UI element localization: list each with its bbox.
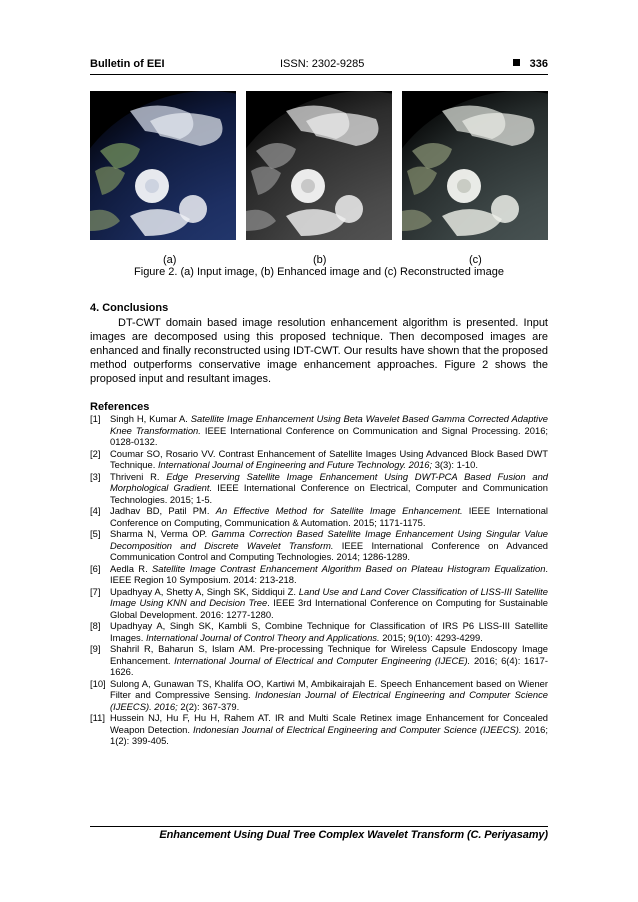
conclusions-text: DT-CWT domain based image resolution enhancement algorithm is presented. Input images are decomposed using this proposed technique. Then decomposed images are enhanced and finally reconstructed using IDT-CWT. Our results have shown that the proposed method outperforms conservative image enhancement approaches. Figure 2 shows the proposed input and resultant images. <box>90 317 548 385</box>
figure-label-a: (a) <box>163 254 177 266</box>
reference-number: [2] <box>90 447 101 459</box>
reference-number: [7] <box>90 585 101 597</box>
reference-authors: Coumar SO, Rosario VV. Contrast Enhancement of Satellite Images Using Advanced Block Based DWT Technique. <box>110 447 548 470</box>
reference-item <box>90 586 548 621</box>
reference-item <box>90 413 548 448</box>
reference-title: Indonesian Journal of Electrical Engineering and Computer Science (IJEECS). 2016; <box>110 689 548 712</box>
reference-item <box>90 528 548 563</box>
reference-number: [11] <box>90 712 105 723</box>
figure-panel-enhanced <box>246 91 392 240</box>
reference-details: IEEE International Conference on Electrical, Computer and Communication Technologies. 2015; 1-5. <box>110 482 548 505</box>
square-bullet-icon <box>513 59 520 66</box>
page-number-group <box>513 58 548 70</box>
references-list <box>90 413 548 747</box>
reference-title: An Effective Method for Satellite Image Enhancement. <box>215 505 463 516</box>
reference-title: Indonesian Journal of Electrical Engineering and Computer Science (IJEECS). <box>193 723 522 735</box>
reference-details: . IEEE 3rd International Conference on Computing for Sustainable Global Development. 2016: 1277-1280. <box>110 597 549 620</box>
reference-details: 2016; 6(4): 1617-1626. <box>110 654 549 677</box>
reference-title: Gamma Correction Based Satellite Image Enhancement Using Singular Value Decomposition and Discrete Wavelet Transform. <box>110 528 549 551</box>
reference-number: [1] <box>90 413 101 424</box>
reference-details: 3(3): 1-10. <box>432 459 478 470</box>
issn: ISSN: 2302-9285 <box>280 58 365 70</box>
reference-authors: Shahril R, Baharun S, Islam AM. Pre-processing Technique for Wireless Capsule Endoscopy Image Enhancement. <box>110 643 548 666</box>
reference-title: International Journal of Electrical and Computer Engineering (IJECE). <box>174 654 471 666</box>
reference-details: IEEE International Conference on Communication and Signal Processing. 2016; 0128-0132. <box>110 424 549 447</box>
reference-item <box>90 505 548 528</box>
page-number: 336 <box>529 58 548 70</box>
reference-item <box>90 678 548 713</box>
reference-title: International Journal of Engineering and Future Technology. 2016; <box>157 459 433 470</box>
reference-item <box>90 620 548 643</box>
satellite-image-b <box>246 91 392 240</box>
header-rule <box>90 74 548 75</box>
conclusions-paragraph <box>90 316 548 386</box>
reference-details: 2015; 9(10): 4293-4299. <box>379 631 483 643</box>
reference-title: Satellite Image Enhancement Using Beta Wavelet Based Gamma Corrected Adaptive Knee Transformation. <box>110 413 548 436</box>
references-heading: References <box>90 401 150 413</box>
reference-item <box>90 712 548 747</box>
figure-label-b: (b) <box>313 254 327 266</box>
reference-details: . IEEE Region 10 Symposium. 2014: 213-218. <box>110 562 549 585</box>
reference-title: Edge Preserving Satellite Image Enhancement Using DWT-PCA Based Fusion and Morphological Gradient. <box>110 470 548 493</box>
journal-name: Bulletin of EEI <box>90 58 165 70</box>
figure-caption: Figure 2. (a) Input image, (b) Enhanced image and (c) Reconstructed image <box>134 266 504 278</box>
figure-2 <box>90 91 548 241</box>
reference-authors: Upadhyay A, Shetty A, Singh SK, Siddiqui Z. <box>110 585 299 597</box>
reference-item <box>90 643 548 678</box>
reference-authors: Sharma N, Verma OP. <box>110 528 212 539</box>
running-footer: Enhancement Using Dual Tree Complex Wavelet Transform (C. Periyasamy) <box>159 829 548 841</box>
reference-item <box>90 471 548 506</box>
reference-title: Land Use and Land Cover Classification of LISS-III Satellite Image Using KNN and Decision Tree <box>110 585 548 608</box>
reference-number: [8] <box>90 620 101 631</box>
reference-item <box>90 563 548 586</box>
reference-item <box>90 448 548 471</box>
reference-authors: Thriveni R. <box>110 470 167 482</box>
reference-number: [9] <box>90 643 101 654</box>
reference-number: [4] <box>90 505 101 516</box>
reference-number: [6] <box>90 562 101 574</box>
reference-details: 2016; 1(2): 399-405. <box>110 723 548 746</box>
reference-authors: Aedla R. <box>110 562 152 574</box>
reference-details: IEEE International Conference on Computing, Communication & Automation. 2015; 1171-1175. <box>110 505 548 528</box>
satellite-image-a <box>90 91 236 240</box>
figure-panel-input <box>90 91 236 240</box>
reference-number: [10] <box>90 677 106 689</box>
reference-title: International Journal of Control Theory and Applications. <box>145 631 380 643</box>
section-heading-conclusions: 4. Conclusions <box>90 302 169 314</box>
reference-number: [3] <box>90 470 101 482</box>
reference-authors: Upadhyay A, Singh SK, Kambli S, Combine Technique for Classification of IRS P6 LISS-III Satellite Images. <box>110 620 548 643</box>
footer-rule <box>90 826 548 827</box>
reference-authors: Singh H, Kumar A. <box>110 413 191 424</box>
figure-panel-reconstructed <box>402 91 548 240</box>
reference-title: Satellite Image Contrast Enhancement Algorithm Based on Plateau Histogram Equalization <box>152 562 546 574</box>
reference-number: [5] <box>90 528 101 539</box>
page-header <box>90 58 548 74</box>
reference-authors: Jadhav BD, Patil PM. <box>110 505 216 516</box>
figure-label-c: (c) <box>469 254 482 266</box>
reference-details: IEEE International Conference on Advanced Communication Control and Computing Technologies. 2014; 1286-1289. <box>110 539 548 562</box>
reference-authors: Sulong A, Gunawan TS, Khalifa OO, Kartiwi M, Ambikairajah E. Speech Enhancement based on Wiener Filter and Compressive Sensing. <box>110 677 548 700</box>
reference-authors: Hussein NJ, Hu F, Hu H, Rahem AT. IR and Multi Scale Retinex image Enhancement for Concealed Weapon Detection. <box>110 712 548 735</box>
satellite-image-c <box>402 91 548 240</box>
reference-details: 2(2): 367-379. <box>177 700 240 712</box>
